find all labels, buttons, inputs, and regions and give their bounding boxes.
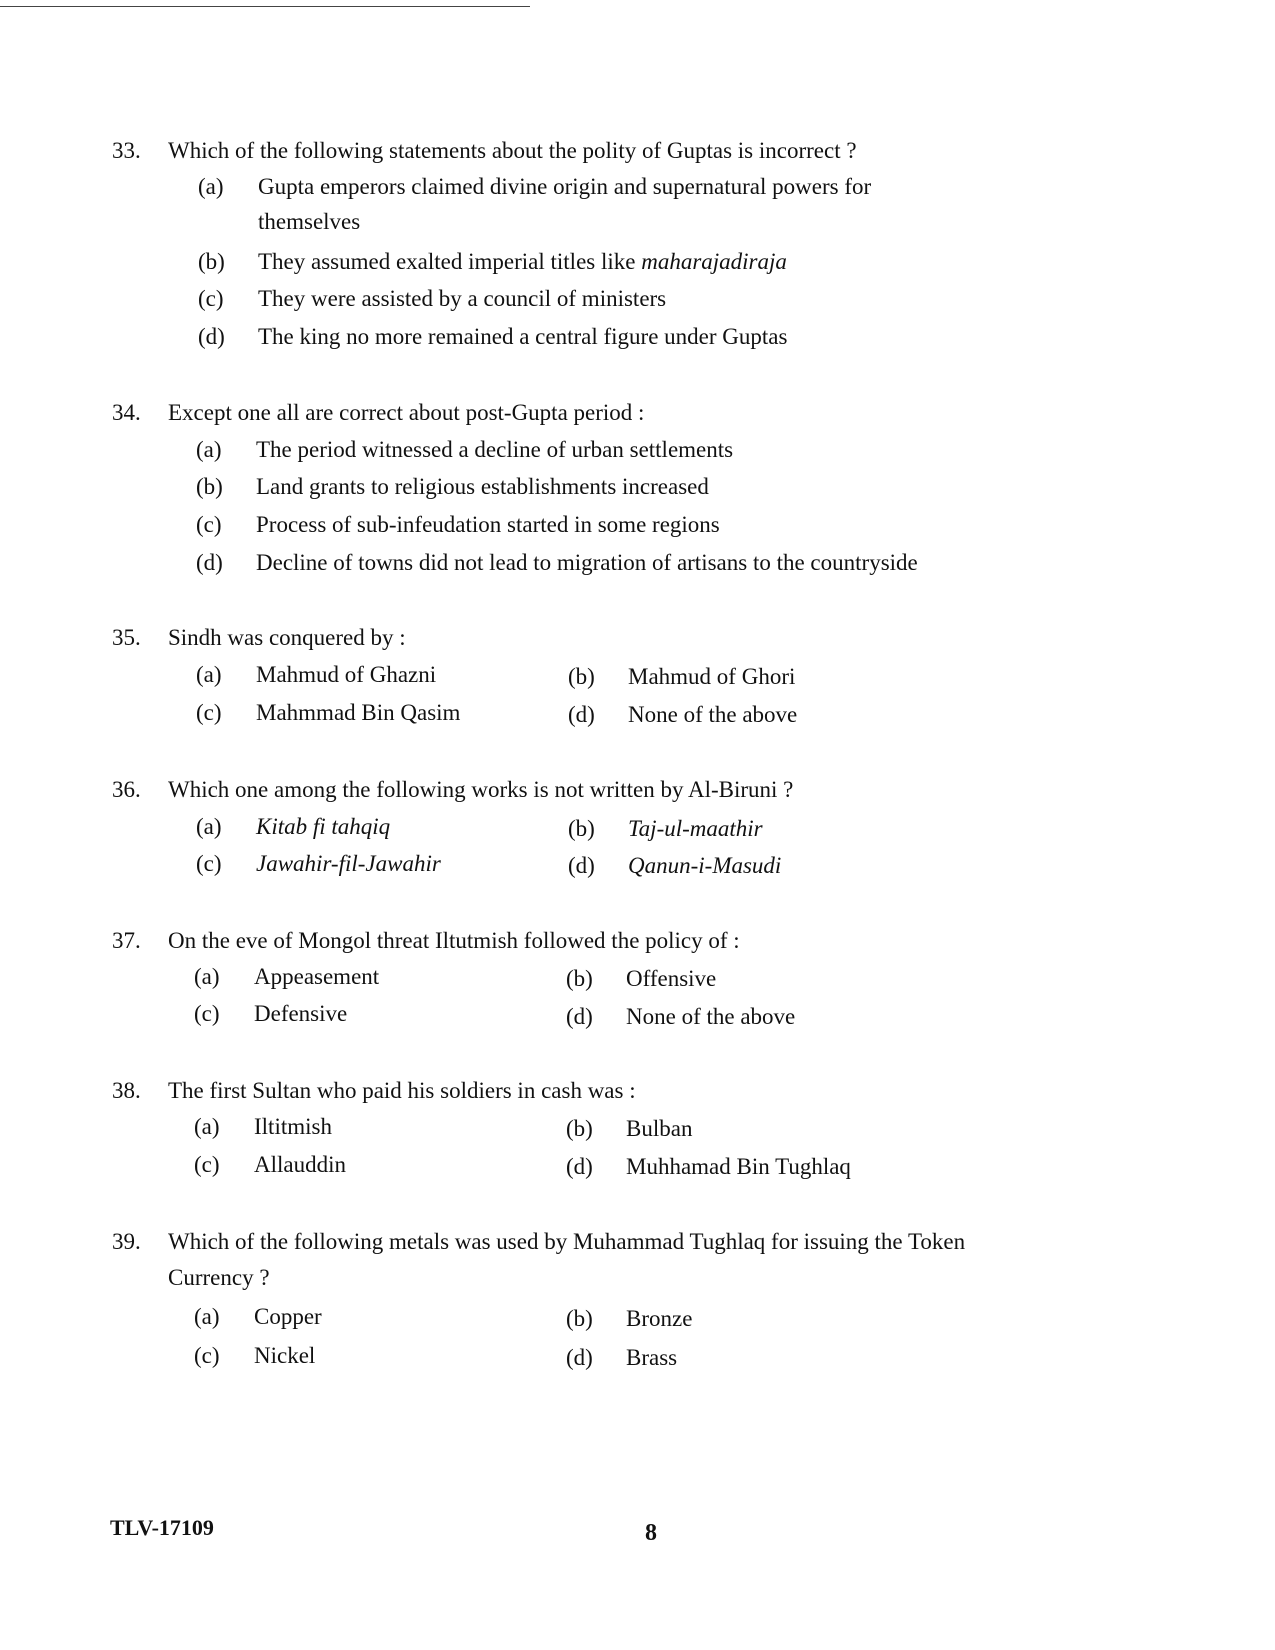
option-text: Decline of towns did not lead to migration of artisans to the countryside <box>256 550 918 575</box>
option-text: Offensive <box>626 966 717 991</box>
question-text: Which one among the following works is not written by Al-Biruni ? <box>168 777 794 802</box>
option-36-a[interactable] <box>196 810 390 844</box>
option-text: Brass <box>626 1345 678 1370</box>
option-label: (b) <box>568 664 595 689</box>
option-text: Jawahir-fil-Jawahir <box>256 851 441 876</box>
option-label: (d) <box>568 702 595 727</box>
option-text: Copper <box>254 1304 322 1329</box>
question-number: 39. <box>112 1229 141 1254</box>
option-text: Muhhamad Bin Tughlaq <box>626 1154 851 1179</box>
option-text: Kitab fi tahqiq <box>256 814 391 839</box>
question-text: Which of the following statements about the polity of Guptas is incorrect ? <box>168 138 857 163</box>
option-text: They assumed exalted imperial titles like <box>258 249 642 274</box>
option-text: Iltitmish <box>254 1114 332 1139</box>
option-38-d[interactable] <box>566 1150 851 1184</box>
option-39-d[interactable] <box>566 1341 677 1375</box>
option-text: Bulban <box>626 1116 693 1141</box>
option-label: (d) <box>566 1345 593 1370</box>
option-text: Nickel <box>254 1343 316 1368</box>
question-number: 36. <box>112 777 141 802</box>
option-34-b[interactable] <box>196 470 709 504</box>
option-37-c[interactable] <box>194 997 347 1031</box>
question-number: 33. <box>112 138 141 163</box>
option-label: (d) <box>198 324 225 349</box>
question-text: Which of the following metals was used by Muhammad Tughlaq for issuing the Token <box>168 1229 966 1254</box>
option-text: The period witnessed a decline of urban settlements <box>256 437 734 462</box>
question-33 <box>112 133 992 169</box>
option-label: (c) <box>194 1343 220 1368</box>
option-label: (c) <box>194 1152 220 1177</box>
option-35-d[interactable] <box>568 698 797 732</box>
option-34-d[interactable] <box>196 546 918 580</box>
option-label: (a) <box>198 174 224 199</box>
option-label: (a) <box>196 662 222 687</box>
option-33-d[interactable] <box>198 320 787 354</box>
option-39-a[interactable] <box>194 1300 322 1334</box>
question-number: 37. <box>112 928 141 953</box>
option-34-a[interactable] <box>196 433 733 467</box>
option-text: Allauddin <box>254 1152 346 1177</box>
option-text: Land grants to religious establishments increased <box>256 474 709 499</box>
option-37-d[interactable] <box>566 1000 795 1034</box>
option-label: (c) <box>198 286 224 311</box>
option-label: (d) <box>566 1004 593 1029</box>
option-33-b[interactable] <box>198 245 787 279</box>
option-text: Taj-ul-maathir <box>628 816 763 841</box>
question-text-continuation: Currency ? <box>168 1265 270 1290</box>
option-text: Mahmud of Ghazni <box>256 662 437 687</box>
question-text: The first Sultan who paid his soldiers in cash was : <box>168 1078 636 1103</box>
option-label: (d) <box>568 853 595 878</box>
option-text: Qanun-i-Masudi <box>628 853 782 878</box>
question-36 <box>112 772 992 808</box>
option-label: (c) <box>196 851 222 876</box>
option-38-a[interactable] <box>194 1110 332 1144</box>
option-38-b[interactable] <box>566 1112 692 1146</box>
option-label: (a) <box>196 814 222 839</box>
option-35-c[interactable] <box>196 696 460 730</box>
option-36-b[interactable] <box>568 812 763 846</box>
question-number: 38. <box>112 1078 141 1103</box>
booklet-code: TLV-17109 <box>110 1515 214 1540</box>
option-37-a[interactable] <box>194 960 379 994</box>
option-33-c[interactable] <box>198 282 666 316</box>
option-label: (b) <box>198 249 225 274</box>
option-39-c[interactable] <box>194 1339 315 1373</box>
option-text: They were assisted by a council of ministers <box>258 286 667 311</box>
question-38 <box>112 1073 992 1109</box>
option-label: (b) <box>568 816 595 841</box>
option-label: (b) <box>196 474 223 499</box>
option-text: Process of sub-infeudation started in some regions <box>256 512 720 537</box>
option-label: (d) <box>196 550 223 575</box>
option-38-c[interactable] <box>194 1148 346 1182</box>
question-35 <box>112 620 992 656</box>
option-text: None of the above <box>628 702 798 727</box>
option-36-d[interactable] <box>568 849 781 883</box>
option-label: (a) <box>194 1114 220 1139</box>
option-36-c[interactable] <box>196 847 441 881</box>
option-text: Mahmmad Bin Qasim <box>256 700 461 725</box>
option-35-a[interactable] <box>196 658 436 692</box>
question-number: 34. <box>112 400 141 425</box>
option-35-b[interactable] <box>568 660 795 694</box>
option-text: Appeasement <box>254 964 380 989</box>
option-37-b[interactable] <box>566 962 716 996</box>
option-label: (a) <box>194 1304 220 1329</box>
option-text: The king no more remained a central figure under Guptas <box>258 324 788 349</box>
option-33-a-continuation <box>258 205 360 239</box>
question-text: Sindh was conquered by : <box>168 625 406 650</box>
option-label: (c) <box>194 1001 220 1026</box>
option-34-c[interactable] <box>196 508 720 542</box>
question-37 <box>112 923 992 959</box>
top-divider-line <box>0 6 530 7</box>
option-text-continuation: themselves <box>258 209 361 234</box>
option-label: (d) <box>566 1154 593 1179</box>
option-text: Defensive <box>254 1001 348 1026</box>
question-text: On the eve of Mongol threat Iltutmish followed the policy of : <box>168 928 740 953</box>
option-label: (a) <box>196 437 222 462</box>
question-text: Except one all are correct about post-Gupta period : <box>168 400 645 425</box>
option-33-a[interactable] <box>198 170 871 204</box>
page-number: 8 <box>645 1520 657 1546</box>
question-number: 35. <box>112 625 141 650</box>
option-text: Gupta emperors claimed divine origin and supernatural powers for <box>258 174 872 199</box>
option-39-b[interactable] <box>566 1302 692 1336</box>
option-label: (b) <box>566 1116 593 1141</box>
option-label: (a) <box>194 964 220 989</box>
option-text-italic: maharajadiraja <box>641 249 787 274</box>
option-text: None of the above <box>626 1004 796 1029</box>
question-39 <box>112 1224 992 1296</box>
option-label: (c) <box>196 512 222 537</box>
question-34 <box>112 395 992 431</box>
option-label: (c) <box>196 700 222 725</box>
option-text: Mahmud of Ghori <box>628 664 796 689</box>
option-label: (b) <box>566 1306 593 1331</box>
option-text: Bronze <box>626 1306 693 1331</box>
option-label: (b) <box>566 966 593 991</box>
